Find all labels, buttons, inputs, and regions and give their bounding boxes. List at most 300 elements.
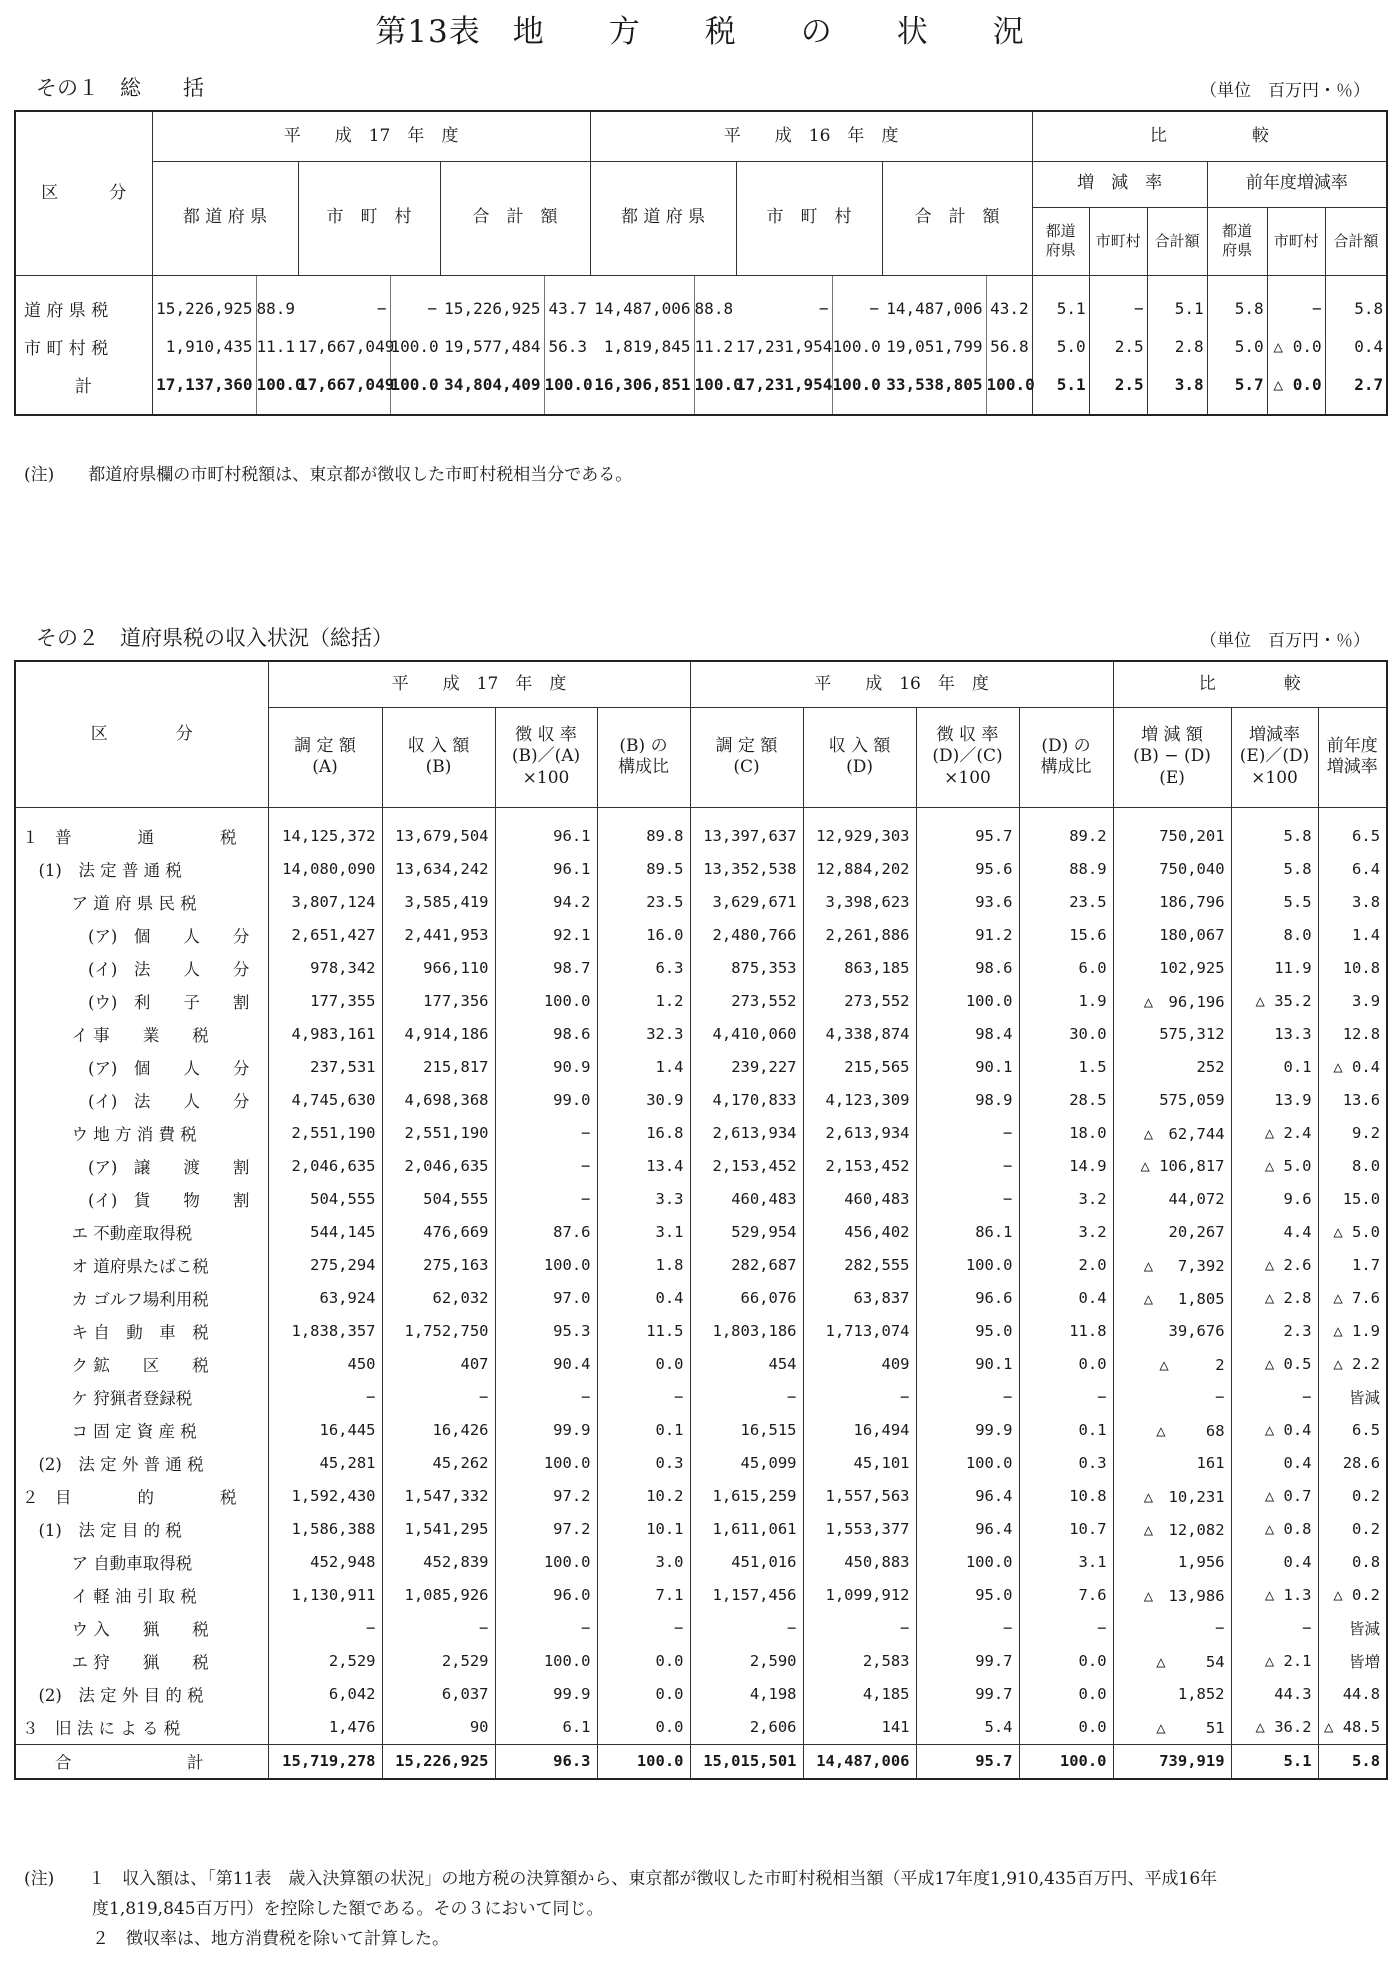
table-cell: 100.0 <box>916 1447 1019 1480</box>
table-cell: 90.1 <box>916 1348 1019 1381</box>
table-cell: 863,185 <box>803 952 916 985</box>
table-cell: 5.4 <box>916 1711 1019 1745</box>
summary-row <box>15 366 1387 415</box>
table-cell: 0.3 <box>597 1447 690 1480</box>
table-cell: 19,051,799 <box>882 328 986 366</box>
table-cell: 96.0 <box>495 1579 597 1612</box>
table-cell: − <box>382 1612 495 1645</box>
column-header: 徴 収 率 (D)／(C) ×100 <box>916 707 1019 807</box>
table-cell: 1.5 <box>1019 1051 1113 1084</box>
table-cell: △ 7,392 <box>1113 1249 1231 1282</box>
row-label: イ 事 業 税 <box>15 1018 268 1051</box>
comparison-header-2: 比 較 <box>1113 661 1387 707</box>
table-row <box>15 1579 1387 1612</box>
table-cell: 100.0 <box>495 1447 597 1480</box>
table-cell: − <box>916 1612 1019 1645</box>
table-cell: − <box>1113 1612 1231 1645</box>
table-cell: 1.2 <box>597 985 690 1018</box>
table-cell: 11.5 <box>597 1315 690 1348</box>
table-cell: − <box>495 1183 597 1216</box>
table-cell: − <box>495 1150 597 1183</box>
table-row <box>15 1348 1387 1381</box>
table-cell: 39,676 <box>1113 1315 1231 1348</box>
table-cell: 44,072 <box>1113 1183 1231 1216</box>
table-cell: 100.0 <box>916 1249 1019 1282</box>
table-cell: △ 106,817 <box>1113 1150 1231 1183</box>
table-row <box>15 1480 1387 1513</box>
table-cell: 460,483 <box>690 1183 803 1216</box>
table-cell: 2,529 <box>268 1645 382 1678</box>
table-cell: 1,099,912 <box>803 1579 916 1612</box>
table-cell: △ 0.5 <box>1231 1348 1318 1381</box>
table-cell: 15,226,925 <box>382 1744 495 1779</box>
table-cell: − <box>916 1150 1019 1183</box>
table-cell: − <box>268 1612 382 1645</box>
table-cell: 8.0 <box>1318 1150 1387 1183</box>
table-cell: 454 <box>690 1348 803 1381</box>
table-cell: 282,555 <box>803 1249 916 1282</box>
row-label: ア 自動車取得税 <box>15 1546 268 1579</box>
row-label: エ 不動産取得税 <box>15 1216 268 1249</box>
table-cell: 3.2 <box>1019 1216 1113 1249</box>
table-cell: 100.0 <box>544 375 593 394</box>
table-cell: 100.0 <box>495 985 597 1018</box>
column-header: 収 入 額 (D) <box>803 707 916 807</box>
table-cell: △ 1.9 <box>1318 1315 1387 1348</box>
table-cell: 1,852 <box>1113 1678 1231 1711</box>
row-label: (ア) 個 人 分 <box>15 919 268 952</box>
table-cell: 90 <box>382 1711 495 1745</box>
table-cell: △ 0.7 <box>1231 1480 1318 1513</box>
table-cell: 9.2 <box>1318 1117 1387 1150</box>
table-row <box>15 1183 1387 1216</box>
table-cell: 10.1 <box>597 1513 690 1546</box>
table-cell: 2,583 <box>803 1645 916 1678</box>
table-cell: 100.0 <box>916 1546 1019 1579</box>
table-cell: 2,046,635 <box>268 1150 382 1183</box>
table-cell: 1,557,563 <box>803 1480 916 1513</box>
table-cell: △ 1.3 <box>1231 1579 1318 1612</box>
table-cell: 177,356 <box>382 985 495 1018</box>
table-cell: 0.4 <box>1019 1282 1113 1315</box>
table-cell: 14,487,006 <box>590 275 694 328</box>
table-cell: 750,040 <box>1113 853 1231 886</box>
table-cell: △ 0.0 <box>1267 328 1325 366</box>
table-cell: 15.0 <box>1318 1183 1387 1216</box>
table-cell: 32.3 <box>597 1018 690 1051</box>
table-cell: − <box>869 299 880 318</box>
table-cell: − <box>1113 1381 1231 1414</box>
table-cell: 4,198 <box>690 1678 803 1711</box>
table-cell: 2,613,934 <box>690 1117 803 1150</box>
table-cell: 1,615,259 <box>690 1480 803 1513</box>
table-cell: △ 2.8 <box>1231 1282 1318 1315</box>
table-cell: 98.7 <box>495 952 597 985</box>
table-row <box>15 1414 1387 1447</box>
table-cell: 0.4 <box>1325 328 1387 366</box>
table-cell: △ 5.0 <box>1231 1150 1318 1183</box>
table-cell: △ 2 <box>1113 1348 1231 1381</box>
table-cell: 100.0 <box>694 375 743 394</box>
table-cell: 141 <box>803 1711 916 1745</box>
table-cell: 0.4 <box>1231 1447 1318 1480</box>
table-cell: 88.9 <box>1019 853 1113 886</box>
table-cell: 100.0 <box>495 1249 597 1282</box>
table-cell: 100.0 <box>832 375 881 394</box>
table-cell: 28.5 <box>1019 1084 1113 1117</box>
table-cell: − <box>597 1612 690 1645</box>
table-row <box>15 1216 1387 1249</box>
table-cell: 6.0 <box>1019 952 1113 985</box>
table-cell: − <box>1019 1381 1113 1414</box>
table-row <box>15 952 1387 985</box>
table-cell: 180,067 <box>1113 919 1231 952</box>
table-cell: 17,137,360 <box>152 366 256 415</box>
table-cell: 739,919 <box>1113 1744 1231 1779</box>
table-cell: 6.4 <box>1318 853 1387 886</box>
table-cell: 16,426 <box>382 1414 495 1447</box>
table-cell: 1,547,332 <box>382 1480 495 1513</box>
table-cell: − <box>1231 1612 1318 1645</box>
table-cell: 2,480,766 <box>690 919 803 952</box>
table-cell: 15.6 <box>1019 919 1113 952</box>
table-cell: 14,125,372 <box>268 807 382 853</box>
table-cell: 0.1 <box>1231 1051 1318 1084</box>
table-cell: 2,606 <box>690 1711 803 1745</box>
table-cell: △ 68 <box>1113 1414 1231 1447</box>
table-row <box>15 1381 1387 1414</box>
fy17-prefecture-header: 都 道 府 県 <box>152 161 298 275</box>
table-cell: △ 48.5 <box>1318 1711 1387 1745</box>
table-cell: 63,837 <box>803 1282 916 1315</box>
table-cell: 5.5 <box>1231 886 1318 919</box>
row-label: (イ) 法 人 分 <box>15 1084 268 1117</box>
table-cell: 5.8 <box>1318 1744 1387 1779</box>
table-cell: △ 35.2 <box>1231 985 1318 1018</box>
table-cell: − <box>916 1381 1019 1414</box>
table-cell: △ 0.4 <box>1318 1051 1387 1084</box>
table-cell: 102,925 <box>1113 952 1231 985</box>
prev-municipal-header: 市町村 <box>1267 207 1325 275</box>
table-cell: 45,099 <box>690 1447 803 1480</box>
table-cell: 3.0 <box>597 1546 690 1579</box>
table-cell: 13.6 <box>1318 1084 1387 1117</box>
table-cell: 8.0 <box>1231 919 1318 952</box>
table-cell: 237,531 <box>268 1051 382 1084</box>
table-cell: 10.7 <box>1019 1513 1113 1546</box>
table-cell: 6,037 <box>382 1678 495 1711</box>
section1-title: その１ 総 括 <box>36 76 204 100</box>
table-cell: 96.6 <box>916 1282 1019 1315</box>
table-cell: 1,910,435 <box>152 328 256 366</box>
table-row <box>15 919 1387 952</box>
row-label: ウ 地 方 消 費 税 <box>15 1117 268 1150</box>
table-cell: 100.0 <box>256 375 305 394</box>
table-cell: 1,752,750 <box>382 1315 495 1348</box>
table-cell: − <box>1089 275 1147 328</box>
table-row <box>15 1645 1387 1678</box>
table-cell: 1,085,926 <box>382 1579 495 1612</box>
note-line: (注) １ 収入額は、「第11表 歳入決算額の状況」の地方税の決算額から、東京都が徴収した市町村税相当額（平成17年度1,910,435百万円、平成16年 <box>24 1869 1218 1889</box>
table-cell: 0.0 <box>1019 1678 1113 1711</box>
table-cell: 0.4 <box>597 1282 690 1315</box>
table-row <box>15 1051 1387 1084</box>
column-header: 増減率 (E)／(D) ×100 <box>1231 707 1318 807</box>
table-cell: 161 <box>1113 1447 1231 1480</box>
table-cell: 4,914,186 <box>382 1018 495 1051</box>
table-cell: 2.3 <box>1231 1315 1318 1348</box>
table-cell: 45,101 <box>803 1447 916 1480</box>
table-cell: 3,629,671 <box>690 886 803 919</box>
table-cell: 5.7 <box>1207 366 1267 415</box>
row-label: カ ゴルフ場利用税 <box>15 1282 268 1315</box>
row-label: ケ 狩猟者登録税 <box>15 1381 268 1414</box>
table-cell: 23.5 <box>1019 886 1113 919</box>
table-cell: − <box>1267 275 1325 328</box>
table-cell: 2,153,452 <box>803 1150 916 1183</box>
note-line: ２ 徴収率は、地方消費税を除いて計算した。 <box>24 1929 449 1949</box>
change-rate-header: 増 減 率 <box>1032 161 1207 207</box>
table-cell: 1,157,456 <box>690 1579 803 1612</box>
table-cell: △ 0.0 <box>1267 366 1325 415</box>
table-cell: 94.2 <box>495 886 597 919</box>
table-cell: 30.9 <box>597 1084 690 1117</box>
table-cell: 4,338,874 <box>803 1018 916 1051</box>
table-cell: 11.2 <box>694 337 734 356</box>
table-cell: − <box>597 1381 690 1414</box>
table-cell: 6.5 <box>1318 807 1387 853</box>
table-cell: 88.8 <box>694 299 734 318</box>
table-cell: 56.8 <box>990 337 1029 356</box>
table-cell: 275,294 <box>268 1249 382 1282</box>
section2-unit: （単位 百万円・％） <box>1200 631 1370 651</box>
fy17-total-header: 合 計 額 <box>440 161 590 275</box>
row-label: ク 鉱 区 税 <box>15 1348 268 1381</box>
table-cell: 16,306,851 <box>590 366 694 415</box>
row-label: (イ) 法 人 分 <box>15 952 268 985</box>
table-cell: 0.0 <box>597 1348 690 1381</box>
table-cell: △ 7.6 <box>1318 1282 1387 1315</box>
table-cell: 3,585,419 <box>382 886 495 919</box>
table-cell: 33,538,805 <box>882 366 986 415</box>
table-row <box>15 1282 1387 1315</box>
table-cell: 575,059 <box>1113 1084 1231 1117</box>
table-cell: 1.4 <box>597 1051 690 1084</box>
table-cell: − <box>427 299 437 318</box>
table-cell: △ 51 <box>1113 1711 1231 1745</box>
table-cell: 6.3 <box>597 952 690 985</box>
table-row <box>15 807 1387 853</box>
row-label: オ 道府県たばこ税 <box>15 1249 268 1282</box>
table-cell: △ 1,805 <box>1113 1282 1231 1315</box>
table-cell: △ 96,196 <box>1113 985 1231 1018</box>
table-row <box>15 985 1387 1018</box>
table-cell: 529,954 <box>690 1216 803 1249</box>
table-cell: 3.2 <box>1019 1183 1113 1216</box>
table-cell: 28.6 <box>1318 1447 1387 1480</box>
table-row <box>15 1315 1387 1348</box>
table-cell: 皆減 <box>1318 1612 1387 1645</box>
prefectural-tax-table-body <box>15 807 1387 1779</box>
table-cell: 99.7 <box>916 1645 1019 1678</box>
change-prefecture-header: 都道 府県 <box>1032 207 1089 275</box>
table-cell: 1,611,061 <box>690 1513 803 1546</box>
table-cell: − <box>382 1381 495 1414</box>
table-cell: 91.2 <box>916 919 1019 952</box>
row-label: (ウ) 利 子 割 <box>15 985 268 1018</box>
table-cell: 15,015,501 <box>690 1744 803 1779</box>
table-cell: 504,555 <box>382 1183 495 1216</box>
table-cell: 6,042 <box>268 1678 382 1711</box>
table-cell: − <box>495 1381 597 1414</box>
table-cell: 98.6 <box>916 952 1019 985</box>
table-row <box>15 1018 1387 1051</box>
table-cell: 95.0 <box>916 1315 1019 1348</box>
table-cell: 5.8 <box>1207 275 1267 328</box>
table-row <box>15 1546 1387 1579</box>
table-cell: 90.9 <box>495 1051 597 1084</box>
table-cell: 96.4 <box>916 1513 1019 1546</box>
table-cell: 5.8 <box>1231 853 1318 886</box>
row-label: (ア) 個 人 分 <box>15 1051 268 1084</box>
table-cell: 1.7 <box>1318 1249 1387 1282</box>
table-cell: 98.4 <box>916 1018 1019 1051</box>
table-cell: 215,817 <box>382 1051 495 1084</box>
table-cell: 407 <box>382 1348 495 1381</box>
row-label: コ 固 定 資 産 税 <box>15 1414 268 1447</box>
table-cell: 98.6 <box>495 1018 597 1051</box>
table-cell: 10.8 <box>1019 1480 1113 1513</box>
table-cell: 90.1 <box>916 1051 1019 1084</box>
table-cell: 17,667,049 <box>298 328 390 366</box>
table-cell: − <box>298 275 390 328</box>
table-cell: 13.9 <box>1231 1084 1318 1117</box>
table-cell: 100.0 <box>986 375 1035 394</box>
table-cell: 100.0 <box>390 375 439 394</box>
table-cell: 476,669 <box>382 1216 495 1249</box>
table-cell: 5.1 <box>1231 1744 1318 1779</box>
table-cell: 1,541,295 <box>382 1513 495 1546</box>
table-cell: 544,145 <box>268 1216 382 1249</box>
table-cell: 0.2 <box>1318 1480 1387 1513</box>
table-cell: 1,803,186 <box>690 1315 803 1348</box>
row-label: エ 狩 猟 税 <box>15 1645 268 1678</box>
table-cell: 3.8 <box>1318 886 1387 919</box>
table-cell: 460,483 <box>803 1183 916 1216</box>
table-cell: 45,262 <box>382 1447 495 1480</box>
table-row <box>15 1117 1387 1150</box>
table-cell: 0.0 <box>597 1645 690 1678</box>
table-cell: 45,281 <box>268 1447 382 1480</box>
note-line: 度1,819,845百万円）を控除した額である。その３において同じ。 <box>24 1899 604 1919</box>
row-label: (ア) 譲 渡 割 <box>15 1150 268 1183</box>
table-cell: 16,515 <box>690 1414 803 1447</box>
table-cell: 2,590 <box>690 1645 803 1678</box>
table-cell: △ 0.4 <box>1231 1414 1318 1447</box>
table-cell: 275,163 <box>382 1249 495 1282</box>
table-cell: 1.8 <box>597 1249 690 1282</box>
table-cell: 18.0 <box>1019 1117 1113 1150</box>
table-cell: 11.8 <box>1019 1315 1113 1348</box>
table-cell: 1,586,388 <box>268 1513 382 1546</box>
table-cell: △ 0.2 <box>1318 1579 1387 1612</box>
table-cell: 7.6 <box>1019 1579 1113 1612</box>
table-cell: 750,201 <box>1113 807 1231 853</box>
table-cell: △ 12,082 <box>1113 1513 1231 1546</box>
table-cell: 100.0 <box>916 985 1019 1018</box>
table-row <box>15 1150 1387 1183</box>
row-label: (2) 法 定 外 普 通 税 <box>15 1447 268 1480</box>
table-cell: 11.1 <box>256 337 296 356</box>
table-cell: 3,398,623 <box>803 886 916 919</box>
table-cell: 0.1 <box>1019 1414 1113 1447</box>
table-cell: 10.8 <box>1318 952 1387 985</box>
column-header: 増 減 額 (B) − (D) (E) <box>1113 707 1231 807</box>
table-cell: 15,719,278 <box>268 1744 382 1779</box>
table-cell: 95.7 <box>916 1744 1019 1779</box>
table-cell: 15,226,925 <box>440 275 544 328</box>
table-cell: 2,529 <box>382 1645 495 1678</box>
table-cell: 20,267 <box>1113 1216 1231 1249</box>
table-cell: △ 54 <box>1113 1645 1231 1678</box>
table-cell: 30.0 <box>1019 1018 1113 1051</box>
table-cell: 13,352,538 <box>690 853 803 886</box>
table-cell: 12,884,202 <box>803 853 916 886</box>
table-cell: 4,745,630 <box>268 1084 382 1117</box>
table-cell: 0.3 <box>1019 1447 1113 1480</box>
table-cell: 0.0 <box>597 1711 690 1745</box>
row-label: (2) 法 定 外 目 的 税 <box>15 1678 268 1711</box>
table-cell: △ 13,986 <box>1113 1579 1231 1612</box>
table-cell: 4,170,833 <box>690 1084 803 1117</box>
table-cell: 0.1 <box>597 1414 690 1447</box>
table-cell: − <box>495 1612 597 1645</box>
row-label: ウ 入 猟 税 <box>15 1612 268 1645</box>
table-cell: 2,153,452 <box>690 1150 803 1183</box>
column-header: 収 入 額 (B) <box>382 707 495 807</box>
table-cell: 89.2 <box>1019 807 1113 853</box>
table-row <box>15 1084 1387 1117</box>
table-row <box>15 1513 1387 1546</box>
table-cell: 2,261,886 <box>803 919 916 952</box>
table-cell: 44.3 <box>1231 1678 1318 1711</box>
column-header: 調 定 額 (A) <box>268 707 382 807</box>
fy17-header-2: 平 成 17 年 度 <box>268 661 690 707</box>
table-cell: 5.8 <box>1325 275 1387 328</box>
table-cell: 2,551,190 <box>382 1117 495 1150</box>
table-cell: − <box>803 1381 916 1414</box>
table-cell: 0.0 <box>1019 1348 1113 1381</box>
fy17-header: 平 成 17 年 度 <box>152 111 590 161</box>
table-cell: 87.6 <box>495 1216 597 1249</box>
fy16-header: 平 成 16 年 度 <box>590 111 1032 161</box>
table-cell: 93.6 <box>916 886 1019 919</box>
table-cell: − <box>690 1612 803 1645</box>
table-cell: 99.9 <box>495 1678 597 1711</box>
section1-unit: （単位 百万円・％） <box>1200 81 1370 101</box>
table-cell: 0.0 <box>597 1678 690 1711</box>
table-cell: 62,032 <box>382 1282 495 1315</box>
table-cell: 215,565 <box>803 1051 916 1084</box>
table-cell: 4.4 <box>1231 1216 1318 1249</box>
table-cell: 19,577,484 <box>440 328 544 366</box>
table-cell: 186,796 <box>1113 886 1231 919</box>
column-header: 徴 収 率 (B)／(A) ×100 <box>495 707 597 807</box>
table-cell: 3.3 <box>597 1183 690 1216</box>
table-cell: 966,110 <box>382 952 495 985</box>
row-label: １ 普 通 税 <box>15 807 268 853</box>
column-header: (B) の 構成比 <box>597 707 690 807</box>
